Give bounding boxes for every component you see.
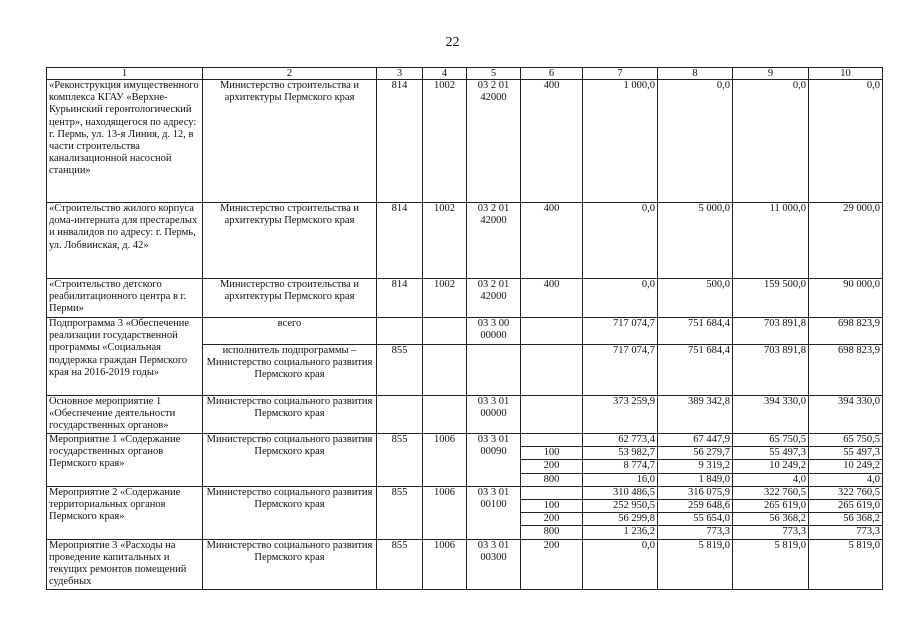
cell-target-article: 03 3 00 00000: [467, 318, 521, 345]
cell-target-article: 03 3 01 00000: [467, 396, 521, 434]
cell-grbs: 855: [377, 434, 423, 487]
cell-2018: 703 891,8: [733, 318, 809, 345]
table-row: [47, 279, 883, 318]
cell-2019: 394 330,0: [809, 396, 883, 434]
budget-table: [46, 67, 883, 590]
cell-grbs: [377, 318, 423, 345]
cell-target-article: 03 2 01 42000: [467, 203, 521, 279]
cell-2018: 5 819,0: [733, 539, 809, 589]
cell-2018: 0,0: [733, 80, 809, 203]
cell-2019: 265 619,0: [809, 500, 883, 513]
row-name: Подпрограмма 3 «Обеспечение реализации государственной программы «Социальная поддержка граждан Пермского края на 2016-2019 годы»: [47, 318, 203, 396]
cell-2016: 1 236,2: [583, 526, 658, 539]
cell-target-article: 03 2 01 42000: [467, 80, 521, 203]
cell-2016: 0,0: [583, 539, 658, 589]
cell-2019: 90 000,0: [809, 279, 883, 318]
cell-expense-type: [521, 434, 583, 447]
cell-2019: 4,0: [809, 473, 883, 486]
cell-2017: 9 319,2: [658, 460, 733, 473]
cell-2017: 389 342,8: [658, 396, 733, 434]
col-header-4: 4: [423, 68, 467, 80]
row-name: «Строительство жилого корпуса дома-интерната для престарелых и инвалидов по адресу: г. Пермь, ул. Лобвинская, д. 42»: [47, 203, 203, 279]
cell-2016: 373 259,9: [583, 396, 658, 434]
col-header-5: 5: [467, 68, 521, 80]
cell-2019: 698 823,9: [809, 318, 883, 345]
table-row: [47, 396, 883, 434]
cell-section: 1002: [423, 80, 467, 203]
cell-grbs: 855: [377, 486, 423, 539]
table-row: [47, 486, 883, 499]
cell-2017: 56 279,7: [658, 447, 733, 460]
row-name: Мероприятие 3 «Расходы на проведение капитальных и текущих ремонтов помещений судебных: [47, 539, 203, 589]
cell-2017: 5 000,0: [658, 203, 733, 279]
col-header-9: 9: [733, 68, 809, 80]
cell-2016: 56 299,8: [583, 513, 658, 526]
cell-grbs: 855: [377, 539, 423, 589]
cell-expense-type: 200: [521, 460, 583, 473]
cell-2016: 252 950,5: [583, 500, 658, 513]
cell-2019: 322 760,5: [809, 486, 883, 499]
table-row: [47, 434, 883, 447]
col-header-1: 1: [47, 68, 203, 80]
cell-section: 1006: [423, 539, 467, 589]
cell-2017: 67 447,9: [658, 434, 733, 447]
cell-2016: 310 486,5: [583, 486, 658, 499]
cell-grbs: 814: [377, 80, 423, 203]
col-header-3: 3: [377, 68, 423, 80]
cell-2017: 5 819,0: [658, 539, 733, 589]
cell-2018: 159 500,0: [733, 279, 809, 318]
cell-2018: 703 891,8: [733, 345, 809, 396]
cell-grbs: [377, 396, 423, 434]
row-name: Мероприятие 1 «Содержание государственных органов Пермского края»: [47, 434, 203, 487]
table-row: [47, 539, 883, 589]
cell-2017: 316 075,9: [658, 486, 733, 499]
cell-expense-type: 200: [521, 513, 583, 526]
cell-2018: 773,3: [733, 526, 809, 539]
cell-2019: 773,3: [809, 526, 883, 539]
cell-2016: 0,0: [583, 203, 658, 279]
cell-target-article: [467, 345, 521, 396]
col-header-10: 10: [809, 68, 883, 80]
cell-expense-type: [521, 345, 583, 396]
row-executor: Министерство строительства и архитектуры Пермского края: [203, 279, 377, 318]
cell-grbs: 814: [377, 279, 423, 318]
cell-2018: 265 619,0: [733, 500, 809, 513]
cell-2018: 322 760,5: [733, 486, 809, 499]
cell-expense-type: 100: [521, 500, 583, 513]
cell-2019: 5 819,0: [809, 539, 883, 589]
cell-2017: 751 684,4: [658, 345, 733, 396]
cell-2018: 55 497,3: [733, 447, 809, 460]
cell-expense-type: 800: [521, 473, 583, 486]
cell-2019: 0,0: [809, 80, 883, 203]
table-row: [47, 80, 883, 203]
cell-expense-type: 400: [521, 80, 583, 203]
cell-2017: 0,0: [658, 80, 733, 203]
row-name: «Строительство детского реабилитационного центра в г. Перми»: [47, 279, 203, 318]
cell-target-article: 03 3 01 00090: [467, 434, 521, 487]
row-executor: Министерство социального развития Пермского края: [203, 434, 377, 487]
cell-2017: 773,3: [658, 526, 733, 539]
cell-grbs: 855: [377, 345, 423, 396]
cell-section: 1006: [423, 434, 467, 487]
row-name: Мероприятие 2 «Содержание территориальных органов Пермского края»: [47, 486, 203, 539]
cell-2016: 16,0: [583, 473, 658, 486]
cell-target-article: 03 3 01 00100: [467, 486, 521, 539]
row-executor: Министерство социального развития Пермского края: [203, 539, 377, 589]
cell-2018: 394 330,0: [733, 396, 809, 434]
cell-section: 1006: [423, 486, 467, 539]
row-executor: Министерство строительства и архитектуры Пермского края: [203, 80, 377, 203]
col-header-7: 7: [583, 68, 658, 80]
cell-2019: 65 750,5: [809, 434, 883, 447]
cell-2019: 55 497,3: [809, 447, 883, 460]
cell-2018: 65 750,5: [733, 434, 809, 447]
row-executor: всего: [203, 318, 377, 345]
cell-2019: 10 249,2: [809, 460, 883, 473]
cell-2016: 717 074,7: [583, 318, 658, 345]
cell-grbs: 814: [377, 203, 423, 279]
cell-2019: 698 823,9: [809, 345, 883, 396]
cell-section: [423, 345, 467, 396]
cell-expense-type: [521, 396, 583, 434]
cell-2016: 62 773,4: [583, 434, 658, 447]
cell-2018: 10 249,2: [733, 460, 809, 473]
cell-2018: 11 000,0: [733, 203, 809, 279]
cell-2016: 1 000,0: [583, 80, 658, 203]
col-header-8: 8: [658, 68, 733, 80]
cell-section: [423, 318, 467, 345]
table-row: [47, 318, 883, 345]
header-row: [47, 68, 883, 80]
cell-2018: 4,0: [733, 473, 809, 486]
cell-2019: 29 000,0: [809, 203, 883, 279]
cell-2016: 717 074,7: [583, 345, 658, 396]
cell-section: 1002: [423, 279, 467, 318]
cell-2017: 1 849,0: [658, 473, 733, 486]
row-executor: исполнитель подпрограммы – Министерство социального развития Пермского края: [203, 345, 377, 396]
cell-2016: 53 982,7: [583, 447, 658, 460]
cell-2017: 751 684,4: [658, 318, 733, 345]
row-executor: Министерство социального развития Пермского края: [203, 396, 377, 434]
cell-expense-type: 200: [521, 539, 583, 589]
table-row: [47, 203, 883, 279]
row-name: «Реконструкция имущественного комплекса КГАУ «Верхне-Курьинский геронтологический центр», находящегося по адресу: г. Пермь, ул. 13-я Линия, д. 12, в части строительства канализационной насосной станции»: [47, 80, 203, 203]
page-number: 22: [445, 35, 460, 50]
row-executor: Министерство строительства и архитектуры Пермского края: [203, 203, 377, 279]
cell-target-article: 03 3 01 00300: [467, 539, 521, 589]
col-header-6: 6: [521, 68, 583, 80]
cell-expense-type: 400: [521, 203, 583, 279]
cell-expense-type: 400: [521, 279, 583, 318]
cell-2017: 55 654,0: [658, 513, 733, 526]
cell-2016: 0,0: [583, 279, 658, 318]
cell-section: 1002: [423, 203, 467, 279]
col-header-2: 2: [203, 68, 377, 80]
cell-expense-type: 100: [521, 447, 583, 460]
row-executor: Министерство социального развития Пермского края: [203, 486, 377, 539]
cell-2019: 56 368,2: [809, 513, 883, 526]
cell-expense-type: [521, 486, 583, 499]
cell-2017: 500,0: [658, 279, 733, 318]
cell-2018: 56 368,2: [733, 513, 809, 526]
cell-2017: 259 648,6: [658, 500, 733, 513]
cell-target-article: 03 2 01 42000: [467, 279, 521, 318]
cell-expense-type: 800: [521, 526, 583, 539]
cell-expense-type: [521, 318, 583, 345]
row-name: Основное мероприятие 1 «Обеспечение деятельности государственных органов»: [47, 396, 203, 434]
cell-section: [423, 396, 467, 434]
cell-2016: 8 774,7: [583, 460, 658, 473]
